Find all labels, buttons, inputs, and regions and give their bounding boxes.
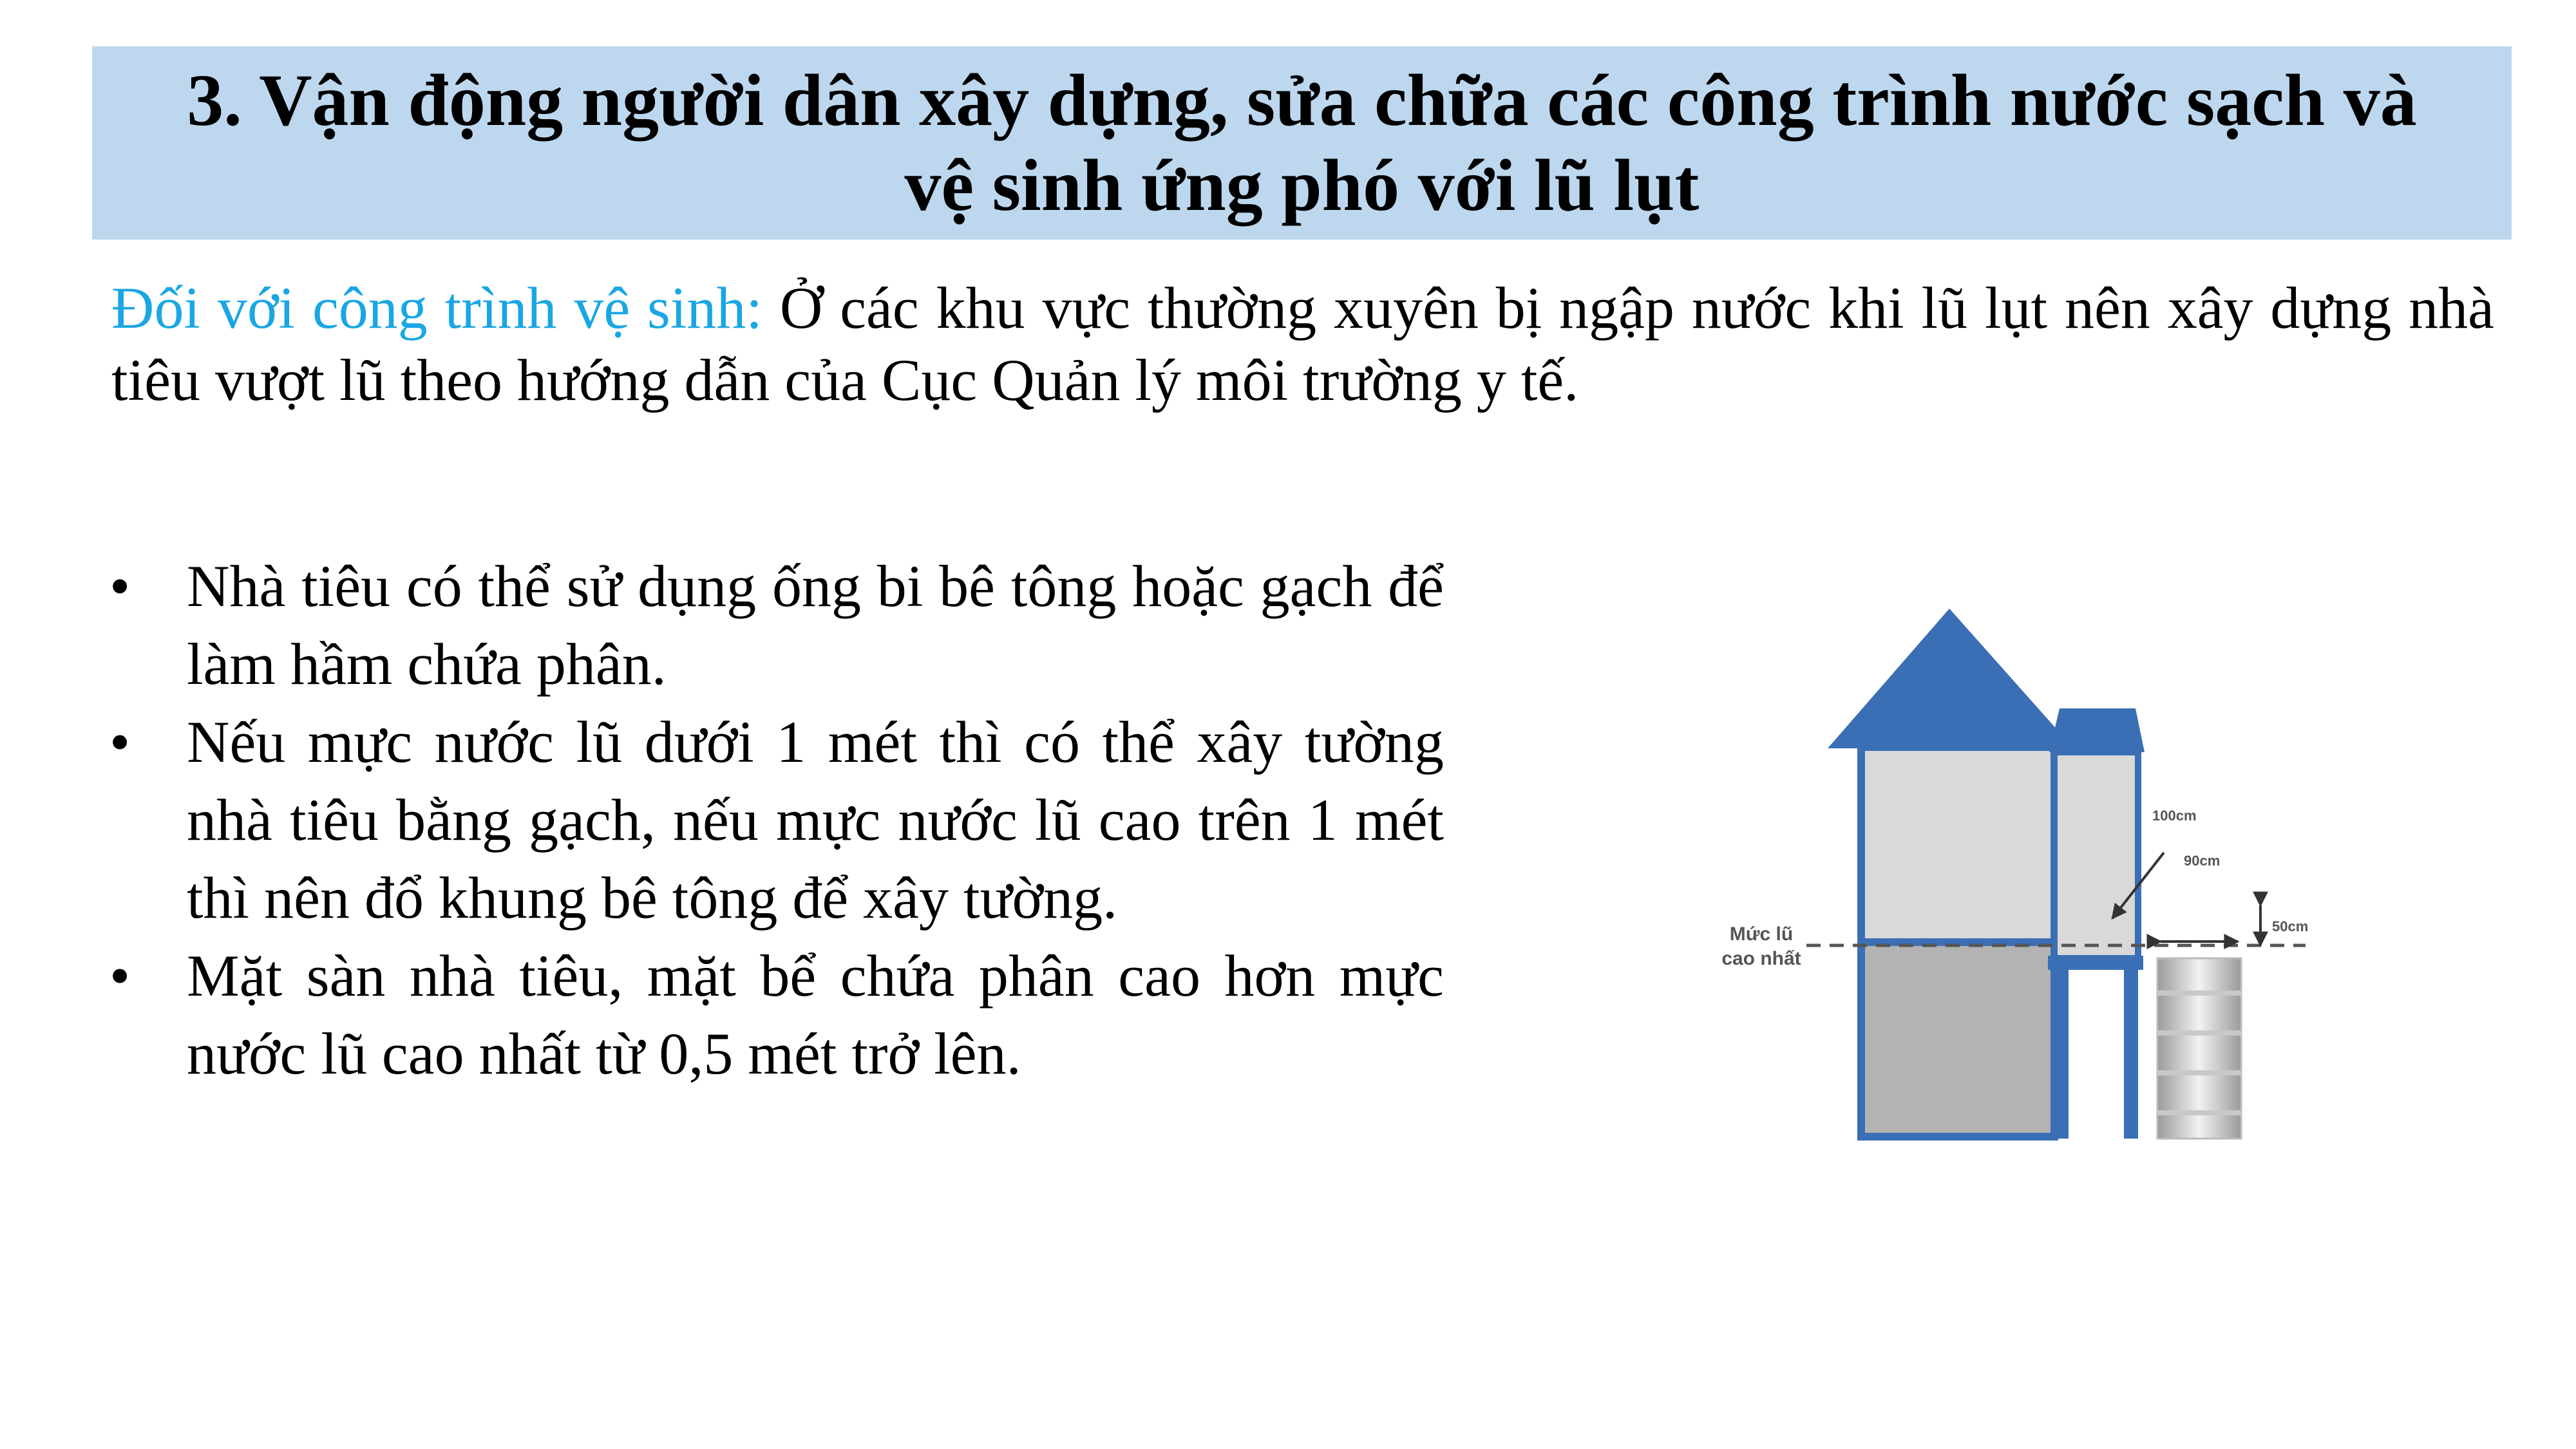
slide-title-line-1: 3. Vận động người dân xây dựng, sửa chữa các công trình nước sạch và <box>187 59 2417 141</box>
latrine-floor <box>2048 956 2143 970</box>
dimension-100-label: 100cm <box>2152 808 2197 824</box>
dimension-50-label: 50cm <box>2272 918 2309 934</box>
latrine-post-left <box>2054 970 2069 1139</box>
latrine-post-right <box>2124 970 2138 1139</box>
latrine-diagram <box>1649 605 2376 1159</box>
flood-level-label-line-1: Mức lũ <box>1729 923 1794 945</box>
house-roof <box>1828 609 2074 748</box>
intro-lead: Đối với công trình vệ sinh: <box>111 275 762 341</box>
latrine-diagram-svg <box>1649 605 2376 1159</box>
tank-ring-3 <box>2157 1070 2241 1075</box>
bullet-dot: • <box>109 709 131 775</box>
dimension-90-label: 90cm <box>2184 853 2221 869</box>
slide-title-line-2: vệ sinh ứng phó với lũ lụt <box>904 144 1700 226</box>
bullet-text-2: Nếu mực nước lũ dưới 1 mét thì có thể xây tường nhà tiêu bằng gạch, nếu mực nước lũ cao trên 1 mét thì nên đổ khung bê tông để xây tường. <box>187 709 1444 931</box>
flood-level-label-line-2: cao nhất <box>1721 948 1801 969</box>
bullet-item-2 <box>109 703 1444 937</box>
intro-paragraph <box>111 272 2494 416</box>
latrine-wall <box>2054 752 2138 958</box>
bullet-item-3 <box>109 937 1444 1093</box>
title-banner <box>92 46 2512 240</box>
tank-ring-2 <box>2157 1030 2241 1036</box>
tank-ring-1 <box>2157 990 2241 996</box>
bullet-list <box>109 547 1444 1093</box>
intro-text: Ở các khu vực thường xuyên bị ngập nước khi lũ lụt nên xây dựng nhà tiêu vượt lũ theo hướng dẫn của Cục Quản lý môi trường y tế. <box>111 275 2494 413</box>
house-wall-flooded <box>1861 942 2054 1137</box>
bullet-text-1: Nhà tiêu có thể sử dụng ống bi bê tông hoặc gạch để làm hầm chứa phân. <box>187 553 1444 697</box>
latrine-roof <box>2049 708 2145 752</box>
bullet-dot: • <box>109 553 131 619</box>
bullet-dot: • <box>109 943 131 1009</box>
tank-ring-4 <box>2157 1110 2241 1115</box>
house-wall-upper <box>1861 747 2054 942</box>
bullet-item-1 <box>109 547 1444 703</box>
bullet-text-3: Mặt sàn nhà tiêu, mặt bể chứa phân cao hơn mực nước lũ cao nhất từ 0,5 mét trở lên. <box>187 943 1444 1086</box>
